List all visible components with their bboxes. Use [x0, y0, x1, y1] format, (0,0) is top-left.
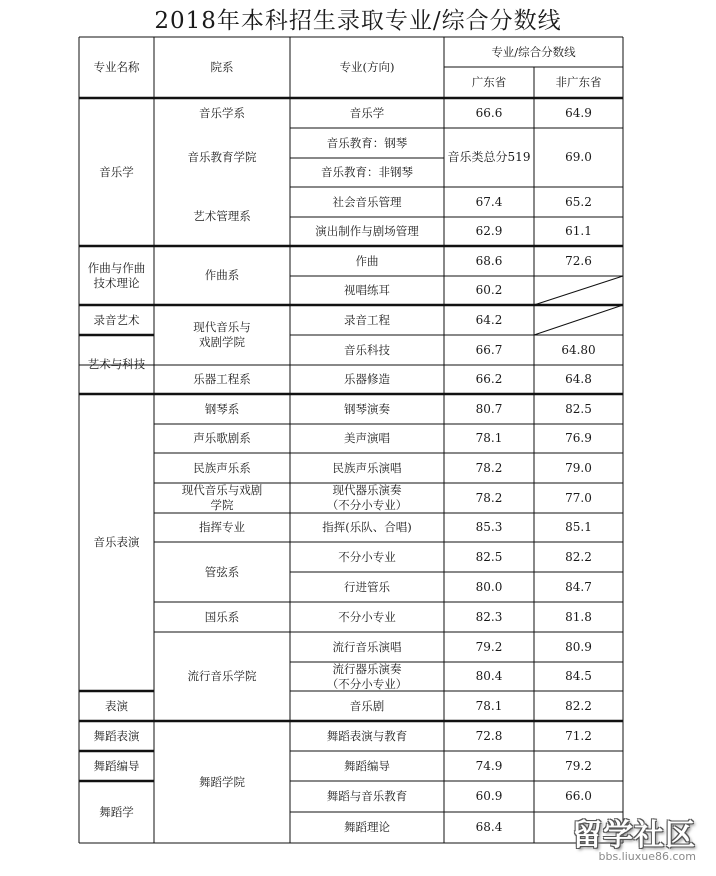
major-name-cell: 舞蹈表演 [93, 728, 140, 743]
guangdong-score-cell: 82.5 [475, 549, 503, 564]
non-guangdong-score-cell: 84.7 [565, 579, 592, 594]
department-cell: 管弦系 [204, 564, 240, 579]
non-guangdong-score-cell: 77.0 [565, 490, 592, 505]
non-guangdong-score-cell: 76.9 [565, 431, 592, 445]
department-cell: 音乐教育学院 [187, 150, 257, 164]
department-cell: 舞蹈学院 [199, 774, 245, 789]
header-specialty: 专业(方向) [339, 60, 395, 74]
department-cell: 钢琴系 [204, 401, 240, 416]
guangdong-score-cell: 66.7 [475, 342, 503, 357]
specialty-cell: 行进管乐 [344, 579, 390, 594]
non-guangdong-score-cell: 64.8 [565, 372, 592, 386]
header-score-group: 专业/综合分数线 [491, 44, 576, 59]
guangdong-score-cell: 78.2 [475, 460, 503, 475]
major-name-cell: 舞蹈编导 [93, 758, 140, 773]
specialty-cell: 现代器乐演奏 （不分小专业） [326, 483, 408, 512]
non-guangdong-score-cell: 71.2 [565, 728, 592, 743]
guangdong-score-cell: 80.7 [475, 401, 503, 416]
guangdong-score-cell: 79.2 [475, 639, 503, 654]
non-guangdong-score-cell: 79.2 [565, 758, 592, 773]
guangdong-score-cell: 78.1 [475, 698, 503, 713]
department-cell: 声乐歌剧系 [193, 431, 251, 445]
header-guangdong: 广东省 [471, 75, 507, 89]
page-title: 2018年本科招生录取专业/综合分数线 [154, 8, 562, 34]
major-name-cell: 表演 [105, 698, 128, 713]
guangdong-score-cell: 60.2 [475, 283, 503, 297]
department-cell: 作曲系 [204, 268, 240, 282]
non-guangdong-score-cell [534, 276, 623, 305]
major-name-cell: 作曲与作曲 技术理论 [87, 260, 146, 290]
specialty-cell: 音乐科技 [344, 342, 390, 357]
guangdong-score-cell: 66.2 [475, 372, 503, 386]
guangdong-score-cell: 60.9 [475, 789, 503, 803]
non-guangdong-score-cell: 81.8 [565, 609, 592, 624]
specialty-cell: 音乐教育：非钢琴 [321, 165, 413, 179]
specialty-cell: 民族声乐演唱 [332, 460, 402, 475]
guangdong-score-cell: 80.4 [475, 669, 503, 683]
guangdong-score-cell: 78.1 [475, 431, 503, 445]
guangdong-score-cell: 85.3 [475, 520, 503, 534]
specialty-cell: 舞蹈编导 [344, 758, 390, 773]
specialty-cell: 视唱练耳 [344, 283, 390, 297]
specialty-cell: 流行音乐演唱 [332, 639, 402, 654]
non-guangdong-score-cell: 80.9 [565, 639, 592, 654]
header-department: 院系 [210, 60, 234, 74]
specialty-cell: 音乐教育：钢琴 [326, 135, 408, 150]
major-name-cell: 舞蹈学 [99, 804, 134, 819]
non-guangdong-score-cell [534, 305, 623, 335]
department-cell: 民族声乐系 [193, 460, 251, 475]
music-education-total-score: 音乐类总分519 [447, 150, 531, 164]
department-cell: 现代音乐与戏剧 学院 [181, 483, 263, 512]
specialty-cell: 乐器修造 [344, 372, 390, 386]
guangdong-score-cell: 80.0 [475, 579, 503, 594]
non-guangdong-score-cell: 64.80 [561, 342, 596, 357]
major-name-cell: 音乐学 [99, 164, 134, 179]
guangdong-score-cell: 64.2 [475, 312, 503, 327]
watermark-text: 留学社区 [572, 818, 696, 853]
specialty-cell: 钢琴演奏 [344, 401, 390, 416]
non-guangdong-score-cell: 82.2 [565, 549, 592, 564]
department-cell: 艺术管理系 [193, 209, 251, 223]
non-guangdong-score-cell: 65.2 [565, 194, 592, 209]
non-guangdong-score-cell: 66.0 [565, 789, 592, 803]
specialty-cell: 演出制作与剧场管理 [315, 224, 419, 238]
guangdong-score-cell: 67.4 [475, 194, 503, 209]
watermark-logo [524, 810, 702, 870]
header-non-guangdong: 非广东省 [555, 75, 602, 89]
specialty-cell: 音乐学 [349, 105, 385, 120]
department-cell: 音乐学系 [199, 105, 245, 120]
department-cell: 流行音乐学院 [187, 669, 257, 683]
guangdong-score-cell: 62.9 [475, 224, 503, 238]
major-name-cell: 音乐表演 [93, 535, 140, 549]
department-cell: 国乐系 [204, 609, 240, 624]
specialty-cell: 流行器乐演奏 （不分小专业） [326, 661, 408, 691]
major-name-cell: 录音艺术 [93, 312, 140, 327]
guangdong-score-cell: 68.4 [475, 820, 503, 834]
specialty-cell: 音乐剧 [349, 698, 385, 713]
watermark-url: bbs.liuxue86.com [598, 850, 696, 863]
non-guangdong-score-cell: 85.1 [565, 520, 592, 534]
specialty-cell: 不分小专业 [338, 549, 396, 564]
non-guangdong-score-cell: 82.5 [565, 401, 592, 416]
specialty-cell: 录音工程 [344, 312, 390, 327]
non-guangdong-score-cell: 82.2 [565, 698, 592, 713]
non-guangdong-score-cell: 79.0 [565, 460, 592, 475]
specialty-cell: 舞蹈理论 [344, 820, 390, 834]
score-table [79, 37, 623, 843]
specialty-cell: 指挥(乐队、合唱) [322, 520, 412, 534]
header-major-name: 专业名称 [93, 60, 140, 74]
non-guangdong-score-cell: 72.6 [565, 253, 592, 268]
specialty-cell: 舞蹈与音乐教育 [326, 789, 408, 803]
specialty-cell: 舞蹈表演与教育 [326, 728, 408, 743]
specialty-cell: 美声演唱 [344, 431, 390, 445]
guangdong-score-cell: 72.8 [475, 728, 503, 743]
specialty-cell: 作曲 [355, 253, 379, 268]
specialty-cell: 社会音乐管理 [332, 194, 402, 209]
department-cell: 指挥专业 [199, 520, 245, 534]
department-cell: 现代音乐与 戏剧学院 [193, 320, 251, 349]
guangdong-score-cell: 74.9 [475, 758, 503, 773]
guangdong-score-cell: 68.6 [475, 253, 503, 268]
department-cell: 乐器工程系 [193, 372, 251, 386]
guangdong-score-cell: 66.6 [475, 105, 503, 120]
non-guangdong-score-cell: 84.5 [565, 669, 592, 683]
major-name-cell: 艺术与科技 [87, 357, 146, 371]
guangdong-score-cell: 82.3 [475, 609, 503, 624]
guangdong-score-cell: 78.2 [475, 490, 503, 505]
music-education-non-gd-score: 69.0 [565, 150, 592, 164]
non-guangdong-score-cell: 64.9 [565, 105, 592, 120]
non-guangdong-score-cell: 61.1 [565, 224, 592, 238]
specialty-cell: 不分小专业 [338, 609, 396, 624]
